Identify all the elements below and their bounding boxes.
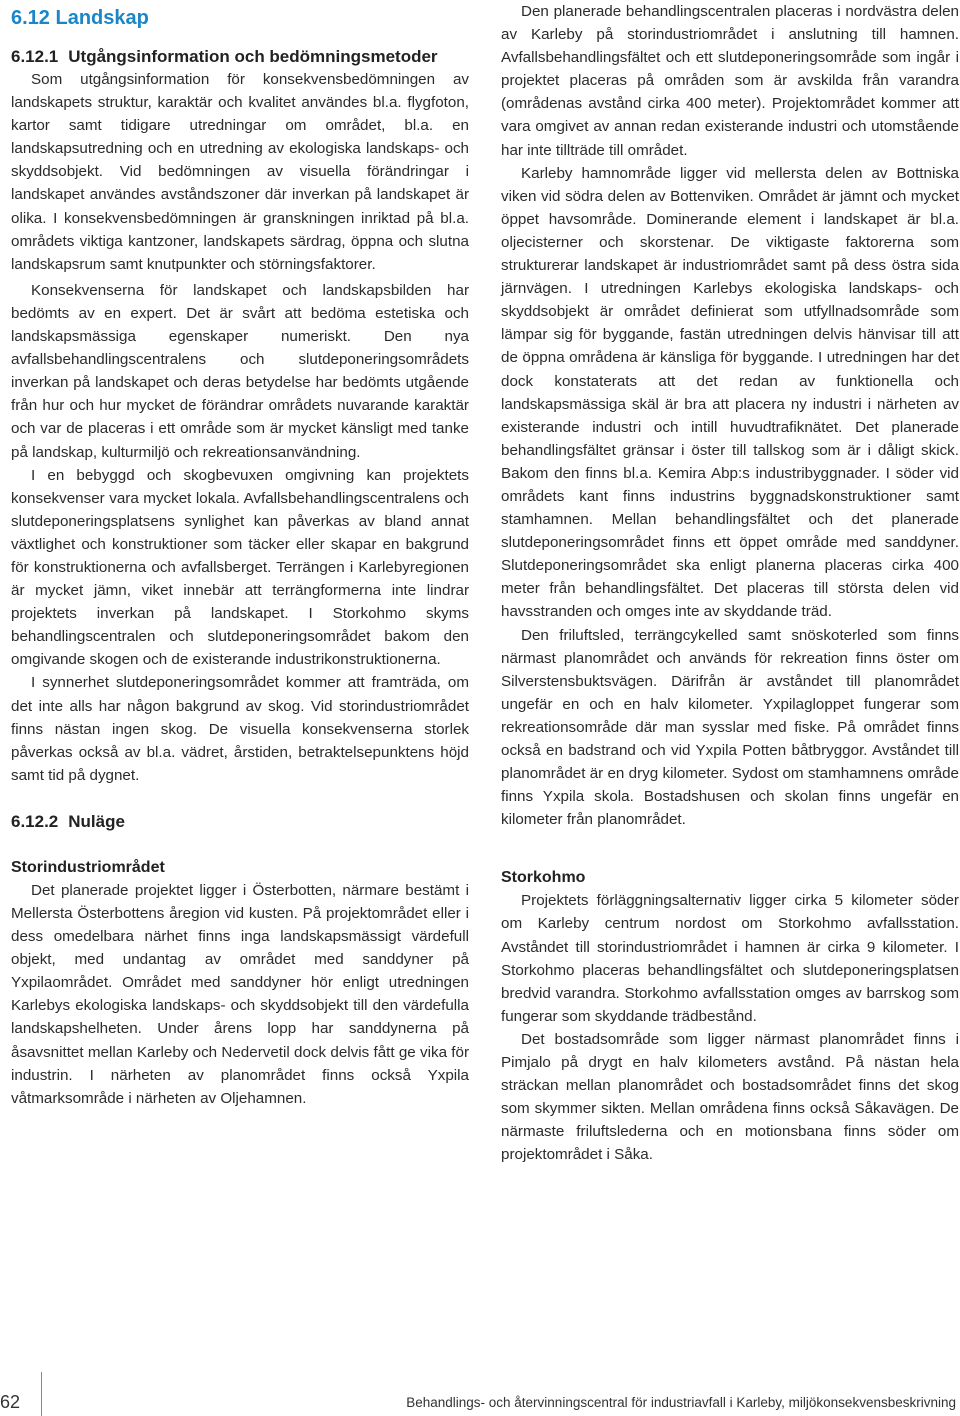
paragraph: I synnerhet slutdeponeringsområdet kommer att framträda, om det inte alls har någon bakgrund av skog. Vid storindustriområdet finns nästan ingen skog. De visuella konsekvenserna storlek påverkas också av bl.a. vädret, årstiden, betraktelsepunktens höjd samt tid på dygnet.	[11, 674, 469, 784]
left-column	[11, 0, 469, 1110]
paragraph: Den friluftsled, terrängcykelled samt snöskoterled som finns närmast planområdet och används för rekreation finns öster om Silverstensbuktsvägen. Därifrån är avståndet till planområdet ungefär en och en halv kilometer. Yxpilagloppet fungerar som rekreationsområde där man sysslar med fiske. På området finns också en badstrand och vid Yxpila Potten båtbryggor. Avståndet till planområdet är en dryg kilometer. Sydost om stamhamnens område finns Yxpila skola. Bostadshusen och skolan finns ungefär en kilometer från planområdet.	[501, 626, 959, 829]
paragraph: Konsekvenserna för landskapet och landskapsbilden har bedömts av en expert. Det är svårt att bedöma estetiska och landskapsmässiga egenskaper numeriskt. Den nya avfallsbehandlingscentralens och slutdeponeringsområdets inverkan på landskapet och deras betydelse har bedömts utgående från hur och hur mycket de förändrar områdets nuvarande karaktär och var de placeras i ett område som är mycket känsligt med tanke på landskap, kulturmiljö och rekreationsanvändning.	[11, 281, 469, 461]
paragraph: Projektets förläggningsalternativ ligger cirka 5 kilometer söder om Karleby centrum nordost om Storkohmo avfallsstation. Avståndet till storindustriområdet i hamnen är cirka 9 kilometer. I Storkohmo placeras behandlingsfältet och slutdeponeringsplatsen bredvid varandra. Storkohmo avfallsstation omges av barrskog som fungerar som skyddande trädbestånd.	[501, 892, 959, 1025]
storkohmo-heading: Storkohmo	[501, 869, 586, 887]
subsection-title: Utgångsinformation och bedömningsmetoder	[68, 47, 438, 66]
paragraph: Det bostadsområde som ligger närmast planområdet finns i Pimjalo på drygt en halv kilometers avstånd. På nästan hela sträckan mellan planområdet och bostadsområdet finns det skog som skymmer sikten. Mellan områdena finns också Såkavägen. De närmaste friluftslederna och en motionsbana finns söder om projektområdet i Såka.	[501, 1030, 959, 1164]
storindustriomradet-heading: Storindustriområdet	[11, 858, 165, 876]
subsection-number: 6.12.2	[11, 811, 59, 831]
section-title: 6.12 Landskap	[11, 7, 149, 29]
subsection-heading-6-12-2	[11, 811, 469, 833]
subsection-title: Nuläge	[68, 811, 125, 831]
footer-title: Behandlings- och återvinningscentral för industriavfall i Karleby, miljökonsekvensbeskrivning	[406, 1395, 956, 1410]
page-number: 62	[0, 1392, 21, 1412]
paragraph: I en bebyggd och skogbevuxen omgivning kan projektets konsekvenser vara mycket lokala. Avfallsbehandlingscentralens och slutdeponeringsplatsens synlighet kan påverkas av bland annat växtlighet och konstruktioner som täcker eller skapar en bakgrund för konstruktionerna och avfallsberget. Terrängen i Karlebyregionen är mycket jämn, viket innebär att terrängformerna inte lindrar projektets inverkan på landskapet. I Storkohmo skyms behandlingscentralen och slutdeponeringsområdet bakom den omgivande skogen och de existerande industrikonstruktionerna.	[11, 466, 469, 669]
subsection-number: 6.12.1	[11, 47, 59, 66]
right-column	[501, 0, 959, 1167]
paragraph: Karleby hamnområde ligger vid mellersta delen av Bottniska viken vid södra delen av Bottenviken. Området är jämnt och mycket öppet havsområde. Dominerande element i landskapet är bl.a. oljecisterner och skorstenar. De viktigaste faktorerna som strukturerar landskapet är industriområdet samt på dess östra sida järnvägen. I utredningen Karlebys ekologiska landskaps- och skyddsobjekt är området definierat som utfyllnadsområde som lämpar sig för byggande, fastän utredningen delvis hänvisar till att de öppna områdena är känsliga för byggande. I utredningen har det dock konstaterats att det redan av funktionella och landskapsmässiga skäl är bra att placera ny industri i närheten av existerande industri och intill huvudtrafiknätet. Det planerade behandlingsfältet gränsar i öster till tallskog som är i dåligt skick. Bakom den finns bl.a. Kemira Abp:s industribyggnader. I söder vid områdets kant finns industrins byggnadskonstruktioner samt stamhamnen. Mellan behandlingsfältet och det planerade slutdeponeringsområdet finns ett öppet område med sanddyner. Slutdeponeringsområdet ska enligt planerna placeras cirka 400 meter från behandlingsfältet. Det placeras till största delen vid havsstranden och omges inte av skyddande träd.	[501, 164, 959, 621]
subsection-heading-6-12-1	[11, 46, 469, 68]
paragraph: Som utgångsinformation för konsekvensbedömningen av landskapets struktur, karaktär och kvalitet användes bl.a. flygfoton, kartor samt tidigare utredningar om området, bl.a. en landskapsutredning och en utredning av ekologiska landskaps- och skyddsobjekt. Vid bedömningen av visuella förändringar i landskapet användes avståndszoner där inverkan på landskapet är olika. I konsekvensbedömningen är granskningen inriktad på bl.a. områdets viktiga kantzoner, landskapets särdrag, öppna och slutna landskapsrum samt knutpunkter och störningsfaktorer.	[11, 71, 469, 273]
footer-divider	[41, 1372, 42, 1416]
paragraph: Det planerade projektet ligger i Österbotten, närmare bestämt i Mellersta Österbottens åregion vid kusten. På projektområdet eller i dess omedelbara närhet finns inga landskapsmässigt värdefull objekt, med undantag av området med sanddyner på Yxpilaområdet. Området med sanddyner hör enligt utredningen Karlebys ekologiska landskaps- och skyddsobjekt till den värdefulla landskapshelheten. Under årens lopp har sanddynerna på åsavsnittet mellan Karleby och Nedervetil dock delvis fått ge vika för industrin. I närheten av planområdet finns också Yxpila våtmarksområde i närheten av Oljehamnen.	[11, 881, 469, 1107]
paragraph: Den planerade behandlingscentralen placeras i nordvästra delen av Karleby på storindustriområdet i anslutning till hamnen. Avfallsbehandlingsfältet och ett slutdeponeringsområde som ingår i projektet placeras på områden som är avskilda från varandra (områdenas avstånd cirka 400 meter). Projektområdet kommer att vara omgivet av annan redan existerande industri och utomstående har inte tillträde till området.	[501, 3, 959, 159]
